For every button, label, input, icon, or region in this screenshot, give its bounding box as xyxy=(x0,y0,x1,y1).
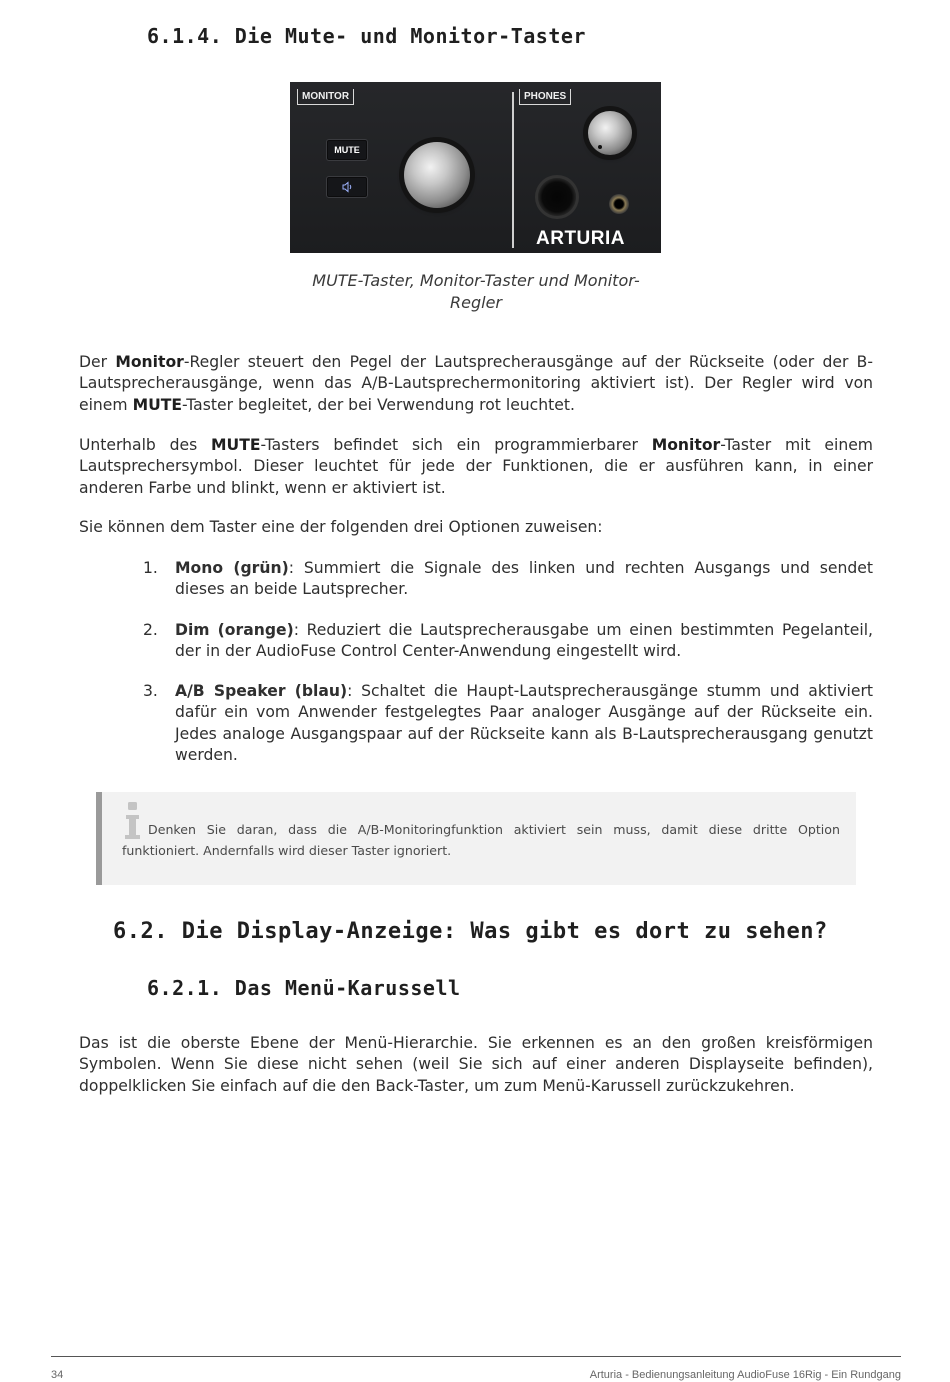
paragraph-mute: Unterhalb des MUTE-Tasters befindet sich ein programmierbarer Monitor-Taster mit einem Lautsprechersymbol. Dieser leuchtet für jede der Funktionen, die er ausführen kann, in einer anderen Farbe und blinkt, wenn er aktiviert ist. xyxy=(79,436,873,497)
phones-label: PHONES xyxy=(519,89,571,105)
headphone-jack xyxy=(538,178,576,216)
mini-jack xyxy=(609,194,629,214)
list-number: 2. xyxy=(143,621,158,639)
list-number: 1. xyxy=(143,559,158,577)
arturia-logo: ARTURIA xyxy=(536,228,625,249)
info-note xyxy=(96,792,856,885)
section-heading-6-1-4: 6.1.4. Die Mute- und Monitor-Taster xyxy=(147,24,586,48)
monitor-knob xyxy=(404,142,470,208)
caption-line-2: Regler xyxy=(450,293,502,312)
phones-knob xyxy=(588,111,632,155)
knob-indicator xyxy=(598,145,602,149)
paragraph-options-intro: Sie können dem Taster eine der folgenden drei Optionen zuweisen: xyxy=(79,518,603,536)
section-heading-6-2-1: 6.2.1. Das Menü-Karussell xyxy=(147,976,461,1000)
page-number: 34 xyxy=(51,1369,64,1381)
figure-caption xyxy=(290,270,662,314)
note-text: Denken Sie daran, dass die A/B-Monitoringfunktion aktiviert sein muss, damit diese dritte Option funktioniert. Andernfalls wird dieser Taster ignoriert. xyxy=(122,822,840,858)
monitor-button xyxy=(326,176,368,198)
list-number: 3. xyxy=(143,682,158,700)
paragraph-monitor: Der Monitor-Regler steuert den Pegel der Lautsprecherausgänge auf der Rückseite (oder der B-Lautsprecherausgänge, wenn das A/B-Lautsprechermonitoring aktiviert ist). Der Regler wird von einem MUTE-Taster begleitet, der bei Verwendung rot leuchtet. xyxy=(79,353,873,414)
footer-divider xyxy=(51,1356,901,1357)
footer-text: Arturia - Bedienungsanleitung AudioFuse 16Rig - Ein Rundgang xyxy=(589,1369,901,1381)
caption-line-1: MUTE-Taster, Monitor-Taster und Monitor- xyxy=(312,271,640,290)
list-text: A/B Speaker (blau): Schaltet die Haupt-Lautsprecherausgänge stumm und aktiviert dafür ein vom Anwender festgelegtes Paar analoger Ausgänge auf der Rückseite ein. Jedes analoge Ausgangspaar auf der Rückseite kann als B-Lautsprecherausgang genutzt werden. xyxy=(175,682,873,764)
panel-divider xyxy=(512,92,514,248)
speaker-icon xyxy=(341,181,353,193)
monitor-label: MONITOR xyxy=(297,89,354,105)
mute-button: MUTE xyxy=(326,139,368,161)
list-text: Dim (orange): Reduziert die Lautsprecherausgabe um einen bestimmten Pegelanteil, der in der AudioFuse Control Center-Anwendung eingestellt wird. xyxy=(175,621,873,661)
list-text: Mono (grün): Summiert die Signale des linken und rechten Ausgangs und sendet dieses an beide Lautsprecher. xyxy=(175,559,873,599)
paragraph-menu-carousel: Das ist die oberste Ebene der Menü-Hierarchie. Sie erkennen es an den großen kreisförmigen Symbolen. Wenn Sie diese nicht sehen (weil Sie sich auf einer anderen Displayseite befinden), doppelklicken Sie einfach auf die den Back-Taster, um zum Menü-Karussell zurückzukehren. xyxy=(79,1034,873,1095)
section-heading-6-2: 6.2. Die Display-Anzeige: Was gibt es dort zu sehen? xyxy=(113,919,828,944)
device-photo xyxy=(290,82,661,253)
